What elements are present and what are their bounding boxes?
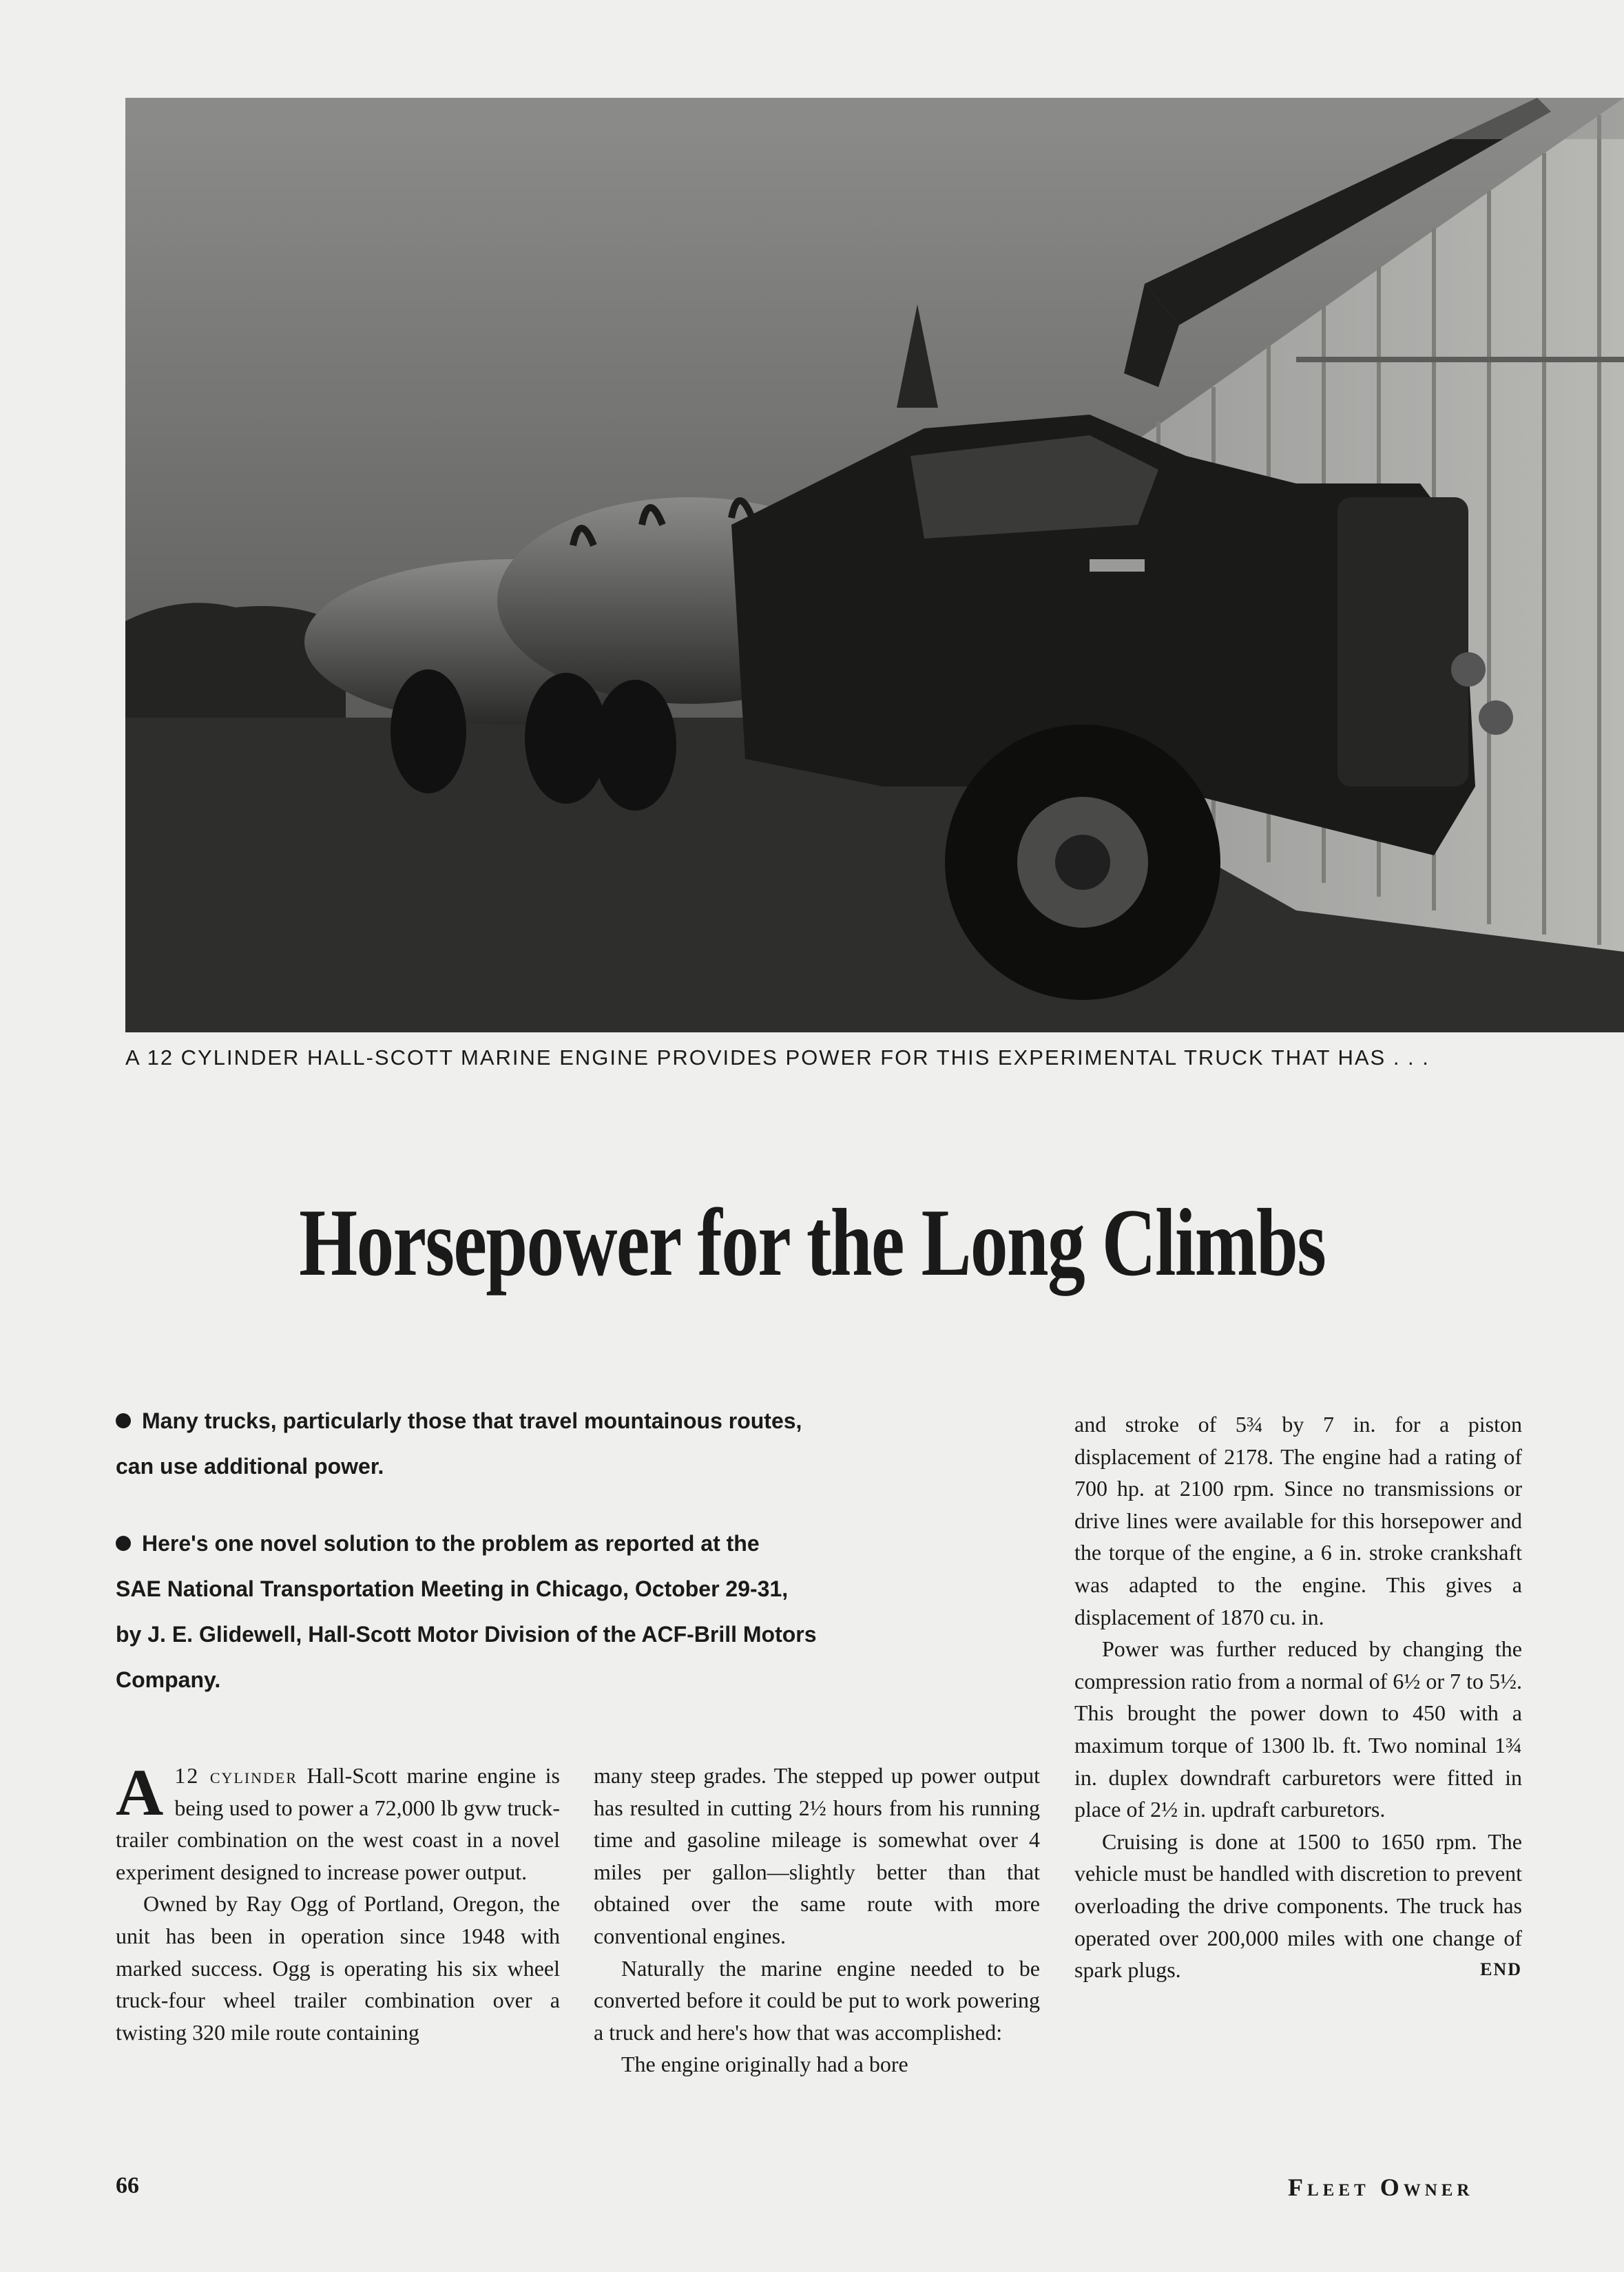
body-paragraph: Power was further reduced by changing the compression ratio from a normal of 6½ or 7 to 5½. This brought the power down to 450 with a maximum torque of 1300 lb. ft. Two nominal 1¾ in. duplex downdraft carburetors were fitted in place of 2½ in. updraft carburetors. [1074, 1636, 1522, 1822]
body-column-1 [116, 1755, 560, 2048]
body-paragraph: Owned by Ray Ogg of Portland, Oregon, the unit has been in operation since 1948 with marked success. Ogg is operating his six wheel truck-four wheel trailer combination over a twisting 320 mile route containing [116, 1891, 560, 2045]
bullet-icon [116, 1413, 131, 1428]
body-paragraph: many steep grades. The stepped up power output has resulted in cutting 2½ hours from his running time and gasoline mileage is somewhat over 4 miles per gallon—slightly better than that obtained over the same route with more conventional engines. [594, 1763, 1040, 1948]
body-paragraph: The engine originally had a bore [621, 2052, 908, 2077]
deck-paragraph-1 [116, 1398, 942, 1489]
deck-line: Many trucks, particularly those that travel mountainous routes, [142, 1408, 802, 1433]
body-column-2 [594, 1760, 1040, 2081]
truck-trailer-photo-icon [125, 98, 1624, 1032]
page-number: 66 [116, 2173, 139, 2198]
body-paragraph: Naturally the marine engine needed to be converted before it could be put to work powering a truck and here's how that was accomplished: [594, 1955, 1040, 2045]
deck-line: by J. E. Glidewell, Hall-Scott Motor Division of the ACF-Brill Motors [116, 1622, 817, 1647]
deck-line: can use additional power. [116, 1454, 384, 1479]
lead-in: 12 cylinder [174, 1763, 298, 1788]
body-text: Cruising is done at 1500 to 1650 rpm. The vehicle must be handled with discretion to prevent overloading the drive components. The truck has operated over 200,000 miles with one change of spark plugs. [1074, 1828, 1522, 1983]
body-paragraph [116, 1755, 560, 1888]
article-headline: Horsepower for the Long Climbs [299, 1189, 1326, 1296]
end-mark: END [1480, 1959, 1522, 1980]
body-text: Hall-Scott marine engine is being used to power a 72,000 lb gvw truck-trailer combination on the west coast in a novel experiment designed to increase power output. [116, 1763, 560, 1884]
body-paragraph: and stroke of 5¾ by 7 in. for a piston displacement of 2178. The engine had a rating of 700 hp. at 2100 rpm. Since no transmissions or drive lines were available for this horsepower and the torque of the engine, a 6 in. stroke crankshaft was adapted to the engine. This gives a displacement of 1870 cu. in. [1074, 1412, 1522, 1629]
photo-caption: A 12 CYLINDER HALL-SCOTT MARINE ENGINE PROVIDES POWER FOR THIS EXPERIMENTAL TRUCK THAT HAS . . . [125, 1045, 1430, 1070]
deck-line: Company. [116, 1667, 221, 1692]
deck-line: Here's one novel solution to the problem as reported at the [142, 1531, 760, 1556]
deck-paragraph-2 [116, 1521, 956, 1702]
body-paragraph [1074, 1826, 1522, 1986]
publication-name: Fleet Owner [1288, 2174, 1474, 2201]
deck-line: SAE National Transportation Meeting in Chicago, October 29-31, [116, 1576, 789, 1601]
bullet-icon [116, 1536, 131, 1551]
truck-photo [125, 98, 1624, 1032]
drop-cap: A [116, 1755, 164, 1829]
body-column-3 [1074, 1408, 1522, 1986]
